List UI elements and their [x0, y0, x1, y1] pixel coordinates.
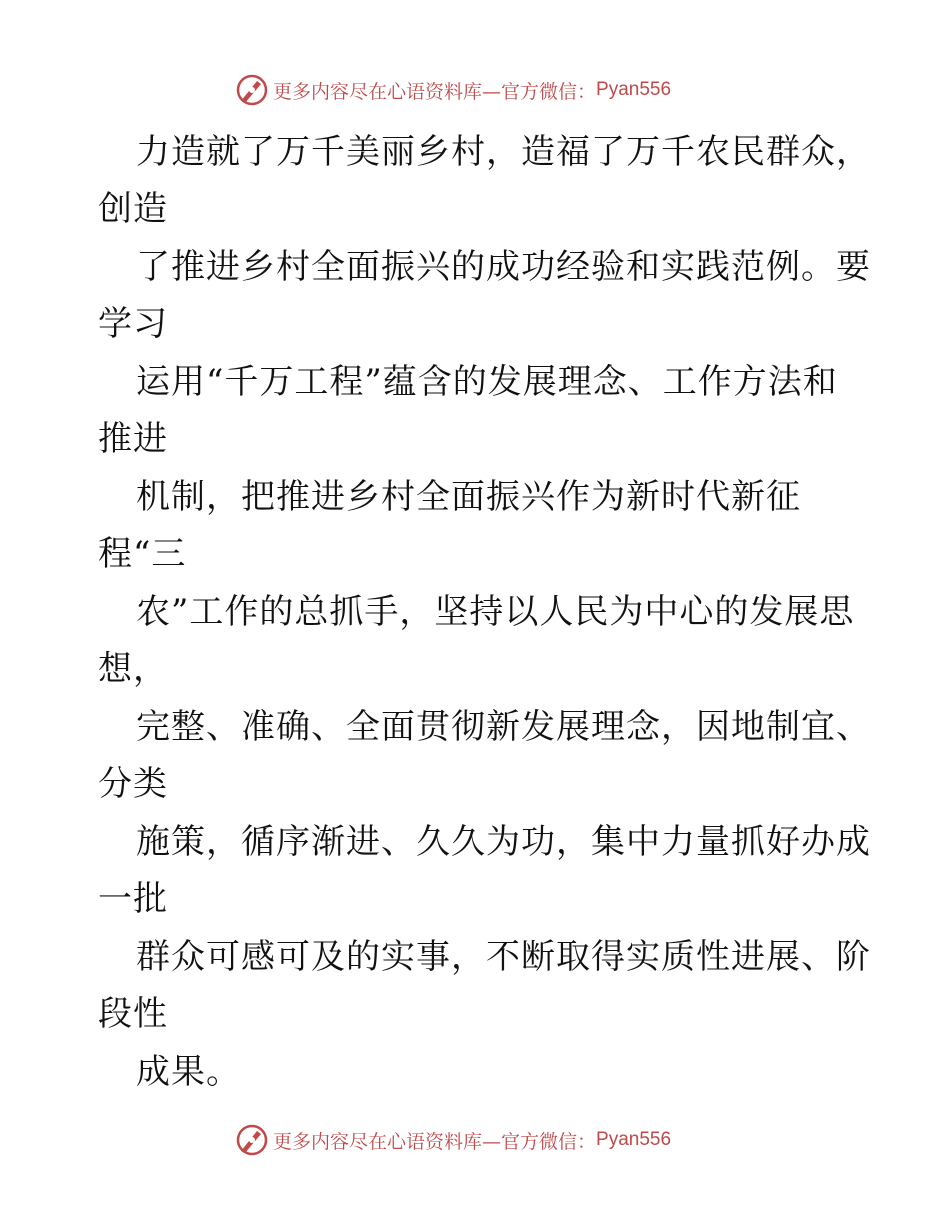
- body-line: 成果。: [136, 1052, 241, 1092]
- body-line: 运用“千万工程”蕴含的发展理念、工作方法和: [136, 362, 838, 402]
- quill-logo-icon: [235, 73, 269, 107]
- body-line: 了推进乡村全面振兴的成功经验和实践范例。要: [136, 247, 871, 287]
- body-line: 力造就了万千美丽乡村，造福了万千农民群众，: [136, 132, 871, 172]
- watermark-text: 更多内容尽在心语资料库—官方微信：: [273, 80, 597, 103]
- body-line: 分类: [98, 764, 168, 804]
- body-line: 创造: [98, 189, 168, 229]
- body-line: 段性: [98, 994, 168, 1034]
- body-line: 完整、准确、全面贯彻新发展理念，因地制宜、: [136, 707, 871, 747]
- body-line: 群众可感可及的实事，不断取得实质性进展、阶: [136, 937, 871, 977]
- body-line: 机制，把推进乡村全面振兴作为新时代新征: [136, 477, 801, 517]
- body-line: 农”工作的总抓手，坚持以人民为中心的发展思: [136, 592, 855, 632]
- header-watermark: [235, 72, 671, 108]
- footer-watermark: [235, 1122, 671, 1158]
- watermark-handle: Pyan556: [596, 1129, 672, 1150]
- watermark-text: 更多内容尽在心语资料库—官方微信：: [273, 1130, 597, 1153]
- watermark-handle: Pyan556: [596, 79, 672, 100]
- body-line: 一批: [98, 879, 168, 919]
- body-line: 学习: [98, 304, 168, 344]
- quill-logo-icon: [235, 1123, 269, 1157]
- body-line: 推进: [98, 419, 168, 459]
- body-line: 想，: [98, 649, 168, 689]
- body-line: 施策，循序渐进、久久为功，集中力量抓好办成: [136, 822, 871, 862]
- body-line: 程“三: [98, 534, 187, 574]
